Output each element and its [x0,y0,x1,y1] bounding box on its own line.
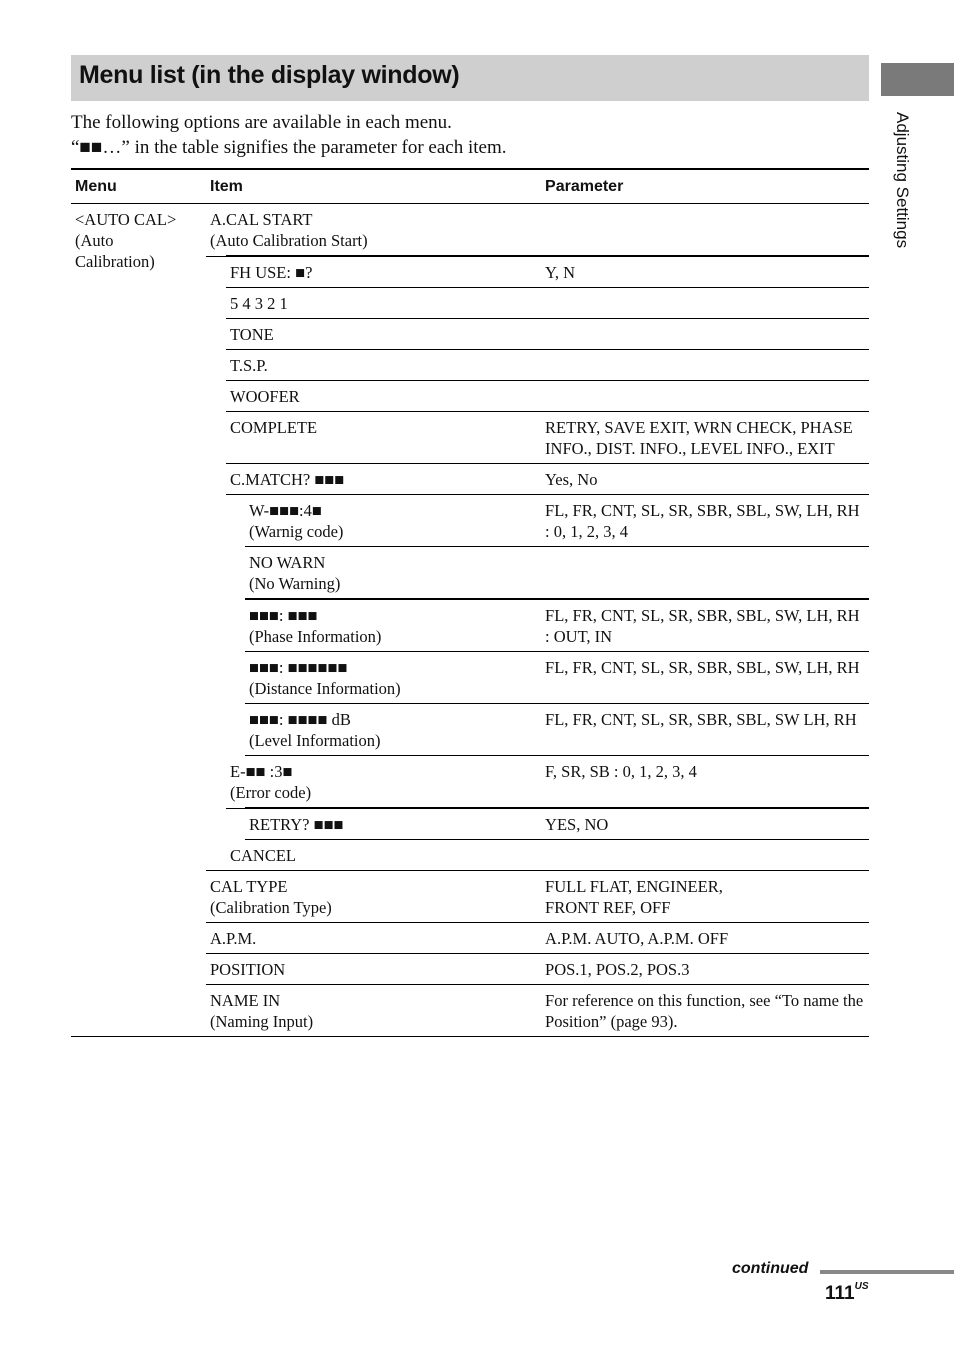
param-cell: POS.1, POS.2, POS.3 [541,954,869,985]
menu-cell-auto-cal: <AUTO CAL> (Auto Calibration) [71,204,206,1037]
indent-spacer [206,381,226,412]
indent-spacer [206,808,226,840]
indent-spacer [206,547,226,600]
param-cell: FL, FR, CNT, SL, SR, SBR, SBL, SW, LH, RH : OUT, IN [541,599,869,652]
side-tab-marker [881,63,954,96]
item-cell: NO WARN (No Warning) [245,547,541,600]
indent-spacer [226,652,245,704]
continued-label: continued [732,1260,809,1277]
param-cell [541,350,869,381]
item-cell: CANCEL [226,840,541,871]
item-cell: COMPLETE [226,412,541,464]
side-section-label: Adjusting Settings [893,112,912,249]
param-cell: FL, FR, CNT, SL, SR, SBR, SBL, SW, LH, RH : 0, 1, 2, 3, 4 [541,495,869,547]
param-cell [541,547,869,600]
param-cell: Yes, No [541,464,869,495]
intro-line-2: “■■…” in the table signifies the parameter for each item. [71,137,507,158]
indent-spacer [206,652,226,704]
indent-spacer [206,756,226,809]
indent-spacer [206,319,226,350]
item-cell: TONE [226,319,541,350]
item-cell: CAL TYPE (Calibration Type) [206,871,541,923]
param-cell: FL, FR, CNT, SL, SR, SBR, SBL, SW, LH, RH [541,652,869,704]
item-cell: ■■■: ■■■ (Phase Information) [245,599,541,652]
indent-spacer [206,350,226,381]
param-cell: F, SR, SB : 0, 1, 2, 3, 4 [541,756,869,809]
param-cell [541,288,869,319]
indent-spacer [206,464,226,495]
param-cell: FL, FR, CNT, SL, SR, SBR, SBL, SW LH, RH [541,704,869,756]
page-number-value: 111 [825,1283,855,1304]
menu-table [71,168,869,1037]
item-cell: A.CAL START (Auto Calibration Start) [206,204,541,257]
intro-text [71,110,507,160]
item-cell: WOOFER [226,381,541,412]
item-cell: NAME IN (Naming Input) [206,985,541,1037]
table-row [71,204,869,257]
item-cell: T.S.P. [226,350,541,381]
indent-spacer [206,288,226,319]
item-cell: W-■■■:4■ (Warnig code) [245,495,541,547]
param-cell [541,381,869,412]
header-menu: Menu [71,169,206,204]
indent-spacer [206,840,226,871]
param-cell [541,319,869,350]
param-cell: RETRY, SAVE EXIT, WRN CHECK, PHASE INFO., DIST. INFO., LEVEL INFO., EXIT [541,412,869,464]
page-title: Menu list (in the display window) [79,61,460,89]
param-cell [541,840,869,871]
indent-spacer [206,412,226,464]
param-cell: For reference on this function, see “To name the Position” (page 93). [541,985,869,1037]
item-cell: A.P.M. [206,923,541,954]
header-item: Item [206,169,541,204]
param-cell: A.P.M. AUTO, A.P.M. OFF [541,923,869,954]
indent-spacer [226,495,245,547]
param-cell: FULL FLAT, ENGINEER, FRONT REF, OFF [541,871,869,923]
indent-spacer [226,547,245,600]
indent-spacer [206,704,226,756]
item-cell: FH USE: ■? [226,256,541,288]
item-cell: ■■■: ■■■■ dB (Level Information) [245,704,541,756]
item-cell: ■■■: ■■■■■■ (Distance Information) [245,652,541,704]
indent-spacer [226,599,245,652]
page-number [825,1283,869,1305]
param-cell: YES, NO [541,808,869,840]
intro-line-1: The following options are available in each menu. [71,112,452,133]
item-cell: C.MATCH? ■■■ [226,464,541,495]
indent-spacer [206,256,226,288]
header-parameter: Parameter [541,169,869,204]
item-cell: 5 4 3 2 1 [226,288,541,319]
param-cell [541,204,869,257]
page-number-suffix: US [854,1281,869,1292]
indent-spacer [226,704,245,756]
item-cell: POSITION [206,954,541,985]
indent-spacer [206,599,226,652]
indent-spacer [206,495,226,547]
item-cell: E-■■ :3■ (Error code) [226,756,541,809]
param-cell: Y, N [541,256,869,288]
indent-spacer [226,808,245,840]
section-title-bar [71,55,869,101]
table-header-row [71,169,869,204]
item-cell: RETRY? ■■■ [245,808,541,840]
continued-rule [820,1270,954,1274]
